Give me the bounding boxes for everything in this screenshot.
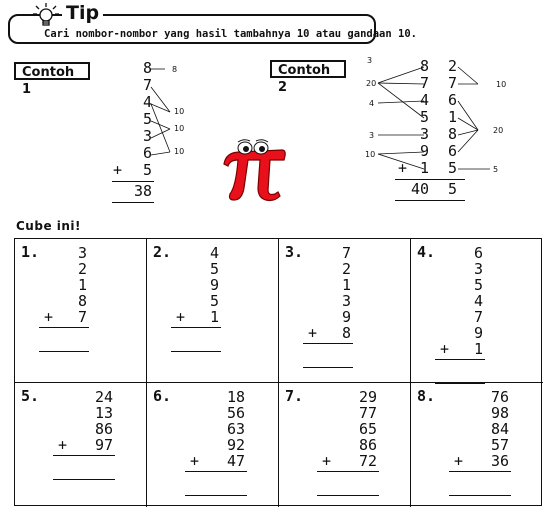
example-1-answer: 38 [133, 182, 152, 200]
example-1-addend: 5 [142, 110, 152, 128]
problem-addend: 1 [341, 276, 351, 294]
problem-cell [279, 239, 411, 383]
problem-addend: 63 [226, 420, 245, 438]
example-1-note-1: 8 [172, 65, 178, 74]
problem-last-addend: 97 [94, 436, 113, 454]
problem-cell [15, 383, 147, 507]
example-2-tens: 8 [419, 57, 429, 75]
problem-last-addend: 47 [226, 452, 245, 470]
problem-plus-sign: + [321, 452, 331, 470]
example-2-ones: 6 [447, 142, 457, 160]
example-2-right-note-2: 20 [493, 126, 504, 135]
problem-last-addend: 72 [358, 452, 377, 470]
problem-cell [411, 383, 543, 507]
problem-addend: 57 [490, 436, 509, 454]
problem-addend: 86 [94, 420, 113, 438]
problem-addend: 3 [77, 244, 87, 262]
example-2-left-note-2: 20 [366, 79, 377, 88]
example-1-double-line [112, 202, 154, 203]
example-2-plus: + [397, 159, 407, 177]
problem-answer-line [449, 471, 511, 472]
problem-plus-sign: + [57, 436, 67, 454]
problem-total-line [185, 495, 247, 496]
problem-addend: 3 [473, 260, 483, 278]
problem-addend: 76 [490, 388, 509, 406]
example-2-double-line [395, 200, 465, 201]
example-1-plus: + [112, 161, 122, 179]
problem-number: 3. [285, 243, 304, 261]
problem-addend: 65 [358, 420, 377, 438]
problem-addend: 5 [473, 276, 483, 294]
example-2-tens: 4 [419, 91, 429, 109]
problem-plus-sign: + [439, 340, 449, 358]
problem-total-line [39, 351, 89, 352]
problem-addend: 5 [209, 260, 219, 278]
problem-number: 4. [417, 243, 436, 261]
problem-addend: 4 [473, 292, 483, 310]
problem-answer-line [303, 343, 353, 344]
lightbulb-icon [32, 2, 60, 28]
section-title: Cube ini! [16, 219, 81, 233]
problem-number: 6. [153, 387, 172, 405]
example-1-addend: 8 [142, 59, 152, 77]
example-2-tens: 5 [419, 108, 429, 126]
problem-addend: 98 [490, 404, 509, 422]
problem-number: 7. [285, 387, 304, 405]
example-2-tens: 9 [419, 142, 429, 160]
problem-addend: 2 [77, 260, 87, 278]
example-2-answer-ones: 5 [447, 180, 457, 198]
tip-title: Tip [62, 2, 103, 24]
problem-addend: 6 [473, 244, 483, 262]
problem-addend: 7 [341, 244, 351, 262]
problem-addend: 84 [490, 420, 509, 438]
example-2-left-note-1: 3 [367, 56, 373, 65]
problem-cell [147, 239, 279, 383]
example-2-right-note-3: 5 [493, 165, 499, 174]
problem-addend: 13 [94, 404, 113, 422]
problem-answer-line [39, 327, 89, 328]
example-2-ones: 2 [447, 57, 457, 75]
problem-addend: 9 [209, 276, 219, 294]
problem-last-addend: 7 [77, 308, 87, 326]
problem-number: 8. [417, 387, 436, 405]
problem-addend: 9 [341, 308, 351, 326]
example-1-label: Contoh 1 [14, 62, 90, 80]
problem-number: 1. [21, 243, 40, 261]
example-1-addend: 4 [142, 93, 152, 111]
problem-addend: 18 [226, 388, 245, 406]
problem-addend: 2 [341, 260, 351, 278]
problem-number: 5. [21, 387, 40, 405]
problem-total-line [449, 495, 511, 496]
example-2-tens: 7 [419, 74, 429, 92]
problem-addend: 5 [209, 292, 219, 310]
pi-icon [220, 138, 288, 204]
tip-text: Cari nombor-nombor yang hasil tambahnya 10 atau gandaan 10. [44, 28, 417, 40]
problem-cell [411, 239, 543, 383]
example-2-ones: 8 [447, 125, 457, 143]
problem-total-line [303, 367, 353, 368]
example-2-pair-lines [360, 58, 520, 178]
example-2-left-note-5: 10 [365, 150, 376, 159]
problem-last-addend: 36 [490, 452, 509, 470]
problem-last-addend: 8 [341, 324, 351, 342]
example-1-addend: 7 [142, 76, 152, 94]
problem-answer-line [435, 359, 485, 360]
problem-last-addend: 1 [473, 340, 483, 358]
example-2-last-tens: 1 [419, 159, 429, 177]
problem-plus-sign: + [307, 324, 317, 342]
problem-total-line [53, 479, 115, 480]
example-2-left-note-3: 4 [369, 99, 375, 108]
problem-number: 2. [153, 243, 172, 261]
problem-plus-sign: + [43, 308, 53, 326]
example-2-label: Contoh 2 [270, 60, 346, 78]
example-1-pair-lines [145, 60, 195, 170]
problem-answer-line [317, 471, 379, 472]
problem-addend: 29 [358, 388, 377, 406]
problem-addend: 8 [77, 292, 87, 310]
example-2-tens: 3 [419, 125, 429, 143]
problem-addend: 86 [358, 436, 377, 454]
problem-addend: 4 [209, 244, 219, 262]
problem-addend: 3 [341, 292, 351, 310]
example-2-left-note-4: 3 [369, 131, 375, 140]
problem-cell [15, 239, 147, 383]
example-1-note-4: 10 [174, 147, 185, 156]
problem-cell [279, 383, 411, 507]
example-1-last-addend: 5 [142, 161, 152, 179]
example-1-note-3: 10 [174, 124, 185, 133]
problem-answer-line [185, 471, 247, 472]
problem-addend: 7 [473, 308, 483, 326]
example-2-ones: 6 [447, 91, 457, 109]
example-2-right-note-1: 10 [496, 80, 507, 89]
example-2-ones: 1 [447, 108, 457, 126]
problem-plus-sign: + [175, 308, 185, 326]
problem-addend: 56 [226, 404, 245, 422]
problem-addend: 77 [358, 404, 377, 422]
example-2-last-ones: 5 [447, 159, 457, 177]
example-2-ones: 7 [447, 74, 457, 92]
problem-last-addend: 1 [209, 308, 219, 326]
example-1-addend: 3 [142, 127, 152, 145]
problem-plus-sign: + [453, 452, 463, 470]
problem-answer-line [171, 327, 221, 328]
example-2-answer-tens: 40 [410, 180, 429, 198]
problem-answer-line [53, 455, 115, 456]
problem-total-line [171, 351, 221, 352]
exercise-grid [14, 238, 542, 506]
problem-addend: 9 [473, 324, 483, 342]
problem-addend: 24 [94, 388, 113, 406]
problem-cell [147, 383, 279, 507]
problem-addend: 1 [77, 276, 87, 294]
problem-total-line [317, 495, 379, 496]
problem-plus-sign: + [189, 452, 199, 470]
example-1-note-2: 10 [174, 107, 185, 116]
problem-addend: 92 [226, 436, 245, 454]
example-1-addend: 6 [142, 144, 152, 162]
